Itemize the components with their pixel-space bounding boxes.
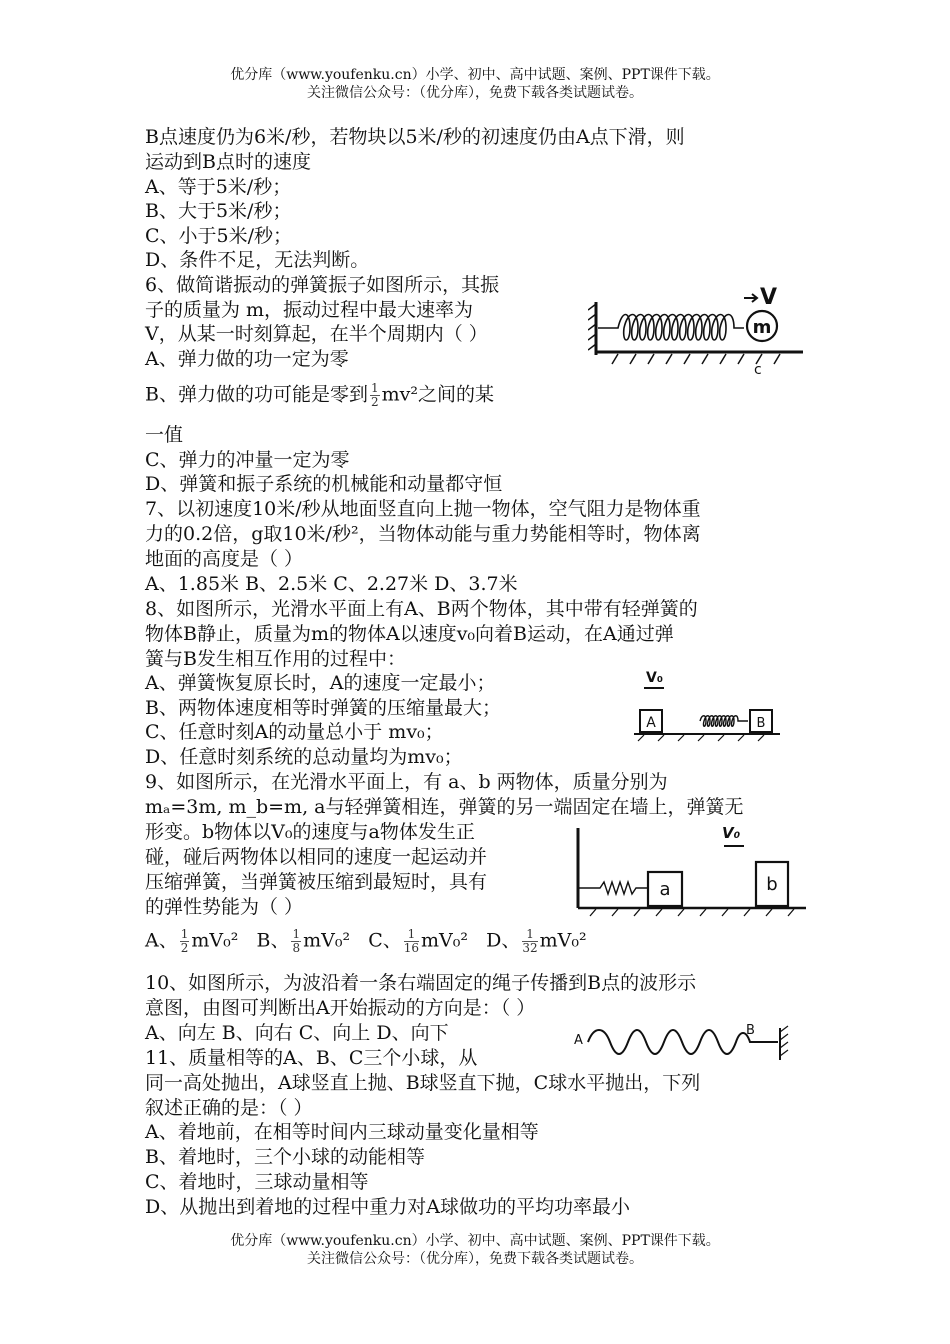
fraction-denominator: 2 [370,395,379,409]
q5-option-a: A、等于5米/秒； [145,176,292,198]
fraction-numerator: 1 [180,927,189,941]
q5-line-2: 运动到B点时的速度 [145,151,311,173]
q9-term-b: mV₀² [303,929,351,952]
q6-option-a: A、弹力做的功一定为零 [145,348,349,370]
q6-option-c: C、弹力的冲量一定为零 [145,449,350,471]
q8-option-c: C、任意时刻A的动量总小于 mv₀； [145,721,444,743]
q9-term-a: mV₀² [191,929,239,952]
fraction-numerator: 1 [404,928,419,942]
fraction-d [522,928,537,955]
q5-line-1: B点速度仍为6米/秒，若物块以5米/秒的初速度仍由A点下滑，则 [145,126,685,148]
q6-option-b-prefix: B、弹力做的功可能是零到 [145,383,368,406]
q9-line-6: 的弹性势能为（ ） [145,896,304,918]
q6-line-3: V，从某一时刻算起，在半个周期内（ ） [145,323,488,345]
q11-line-3: 叙述正确的是：（ ） [145,1097,313,1119]
q8-option-b: B、两物体速度相等时弹簧的压缩量最大； [145,697,501,719]
fraction-a [180,928,190,955]
page-header [0,66,950,102]
rope-wave-figure [570,1020,800,1066]
q7-line-1: 7、以初速度10米/秒从地面竖直向上抛一物体，空气阻力是物体重 [145,498,701,520]
q11-line-2: 同一高处抛出，A球竖直上抛、B球竖直下抛，C球水平抛出，下列 [145,1072,701,1094]
q9-option-a-label: A、 [145,929,178,952]
object-a-label: a [659,879,671,900]
q8-line-2: 物体B静止，质量为m的物体A以速度v₀向着B运动，在A通过弹 [145,623,674,645]
q9-term-d: mV₀² [539,929,587,952]
fraction-b [291,928,301,955]
fraction-denominator: 2 [180,941,189,955]
q11-option-b: B、着地时，三个小球的动能相等 [145,1146,425,1168]
q11-option-c: C、着地时，三球动量相等 [145,1171,369,1193]
q10-line-2: 意图，由图可判断出A开始振动的方向是：（ ） [145,997,536,1019]
q8-line-3: 簧与B发生相互作用的过程中： [145,648,406,670]
q6-option-b-suffix: mv²之间的某 [381,383,494,406]
page-footer [0,1232,950,1268]
q5-option-b: B、大于5米/秒； [145,200,292,222]
q9-line-1: 9、如图所示，在光滑水平面上，有 a、b 两物体，质量分别为 [145,771,668,793]
initial-velocity-label: V₀ [722,824,741,842]
q9-options [145,928,587,955]
fraction-one-half [370,382,380,409]
q9-option-c-label: C、 [368,929,402,952]
q7-line-2: 力的0.2倍，g取10米/秒²，当物体动能与重力势能相等时，物体离 [145,523,701,545]
q11-line-1: 11、质量相等的A、B、C三个小球，从 [145,1047,478,1069]
footer-line-1: 优分库（www.youfenku.cn）小学、初中、高中试题、案例、PPT课件下载。 [230,1233,720,1249]
q8-option-a: A、弹簧恢复原长时，A的速度一定最小； [145,672,496,694]
q8-line-1: 8、如图所示，光滑水平面上有A、B两个物体，其中带有轻弹簧的 [145,598,698,620]
fraction-denominator: 32 [522,941,538,955]
collision-spring-figure [572,818,808,918]
block-a-label: A [646,715,656,731]
q5-option-c: C、小于5米/秒； [145,225,293,247]
q9-term-c: mV₀² [421,929,469,952]
fraction-numerator: 1 [370,381,379,395]
fraction-denominator: 16 [403,941,420,955]
fraction-numerator: 1 [522,928,537,942]
q6-option-d: D、弹簧和振子系统的机械能和动量都守恒 [145,473,503,495]
q6-line-2: 子的质量为 m，振动过程中最大速率为 [145,299,474,321]
q9-option-b-label: B、 [256,929,290,952]
block-b-label: B [756,716,766,731]
q7-line-3: 地面的高度是（ ） [145,548,304,570]
q6-option-b [145,382,494,409]
q9-line-4: 碰，碰后两物体以相同的速度一起运动并 [145,846,488,868]
q10-options: A、向左 B、向右 C、向上 D、向下 [145,1022,449,1044]
point-a-label: A [574,1033,583,1048]
initial-velocity-label: V₀ [646,670,663,686]
fraction-denominator: 8 [292,941,301,955]
q9-option-d-label: D、 [486,929,521,952]
point-c-label: c [754,362,762,378]
q9-line-3: 形变。b物体以V₀的速度与a物体发生正 [145,821,475,843]
header-line-2: 关注微信公众号：（优分库），免费下载各类试题试卷。 [307,85,643,101]
q5-option-d: D、条件不足，无法判断。 [145,249,370,271]
q11-option-d: D、从抛出到着地的过程中重力对A球做功的平均功率最小 [145,1196,630,1218]
mass-label: m [752,317,772,338]
q7-options: A、1.85米 B、2.5米 C、2.27米 D、3.7米 [145,573,518,595]
fraction-numerator: 1 [292,927,301,941]
q11-option-a: A、着地前，在相等时间内三球动量变化量相等 [145,1121,539,1143]
velocity-label: V [760,285,778,310]
spring-oscillator-figure [588,280,808,378]
two-block-spring-figure [630,662,790,742]
q9-line-5: 压缩弹簧，当弹簧被压缩到最短时，具有 [145,871,488,893]
fraction-c [404,928,419,955]
footer-line-2: 关注微信公众号：（优分库），免费下载各类试题试卷。 [307,1251,643,1267]
q10-line-1: 10、如图所示，为波沿着一条右端固定的绳子传播到B点的波形示 [145,972,697,994]
header-line-1: 优分库（www.youfenku.cn）小学、初中、高中试题、案例、PPT课件下载。 [230,67,720,83]
point-b-label: B [746,1023,755,1038]
object-b-label: b [766,874,778,895]
q6-option-b-continued: 一值 [145,424,184,446]
q8-option-d: D、任意时刻系统的总动量均为mv₀； [145,746,463,768]
q6-line-1: 6、做简谐振动的弹簧振子如图所示，其振 [145,274,500,296]
q9-line-2: mₐ=3m, m_b=m, a与轻弹簧相连，弹簧的另一端固定在墙上，弹簧无 [145,796,744,818]
